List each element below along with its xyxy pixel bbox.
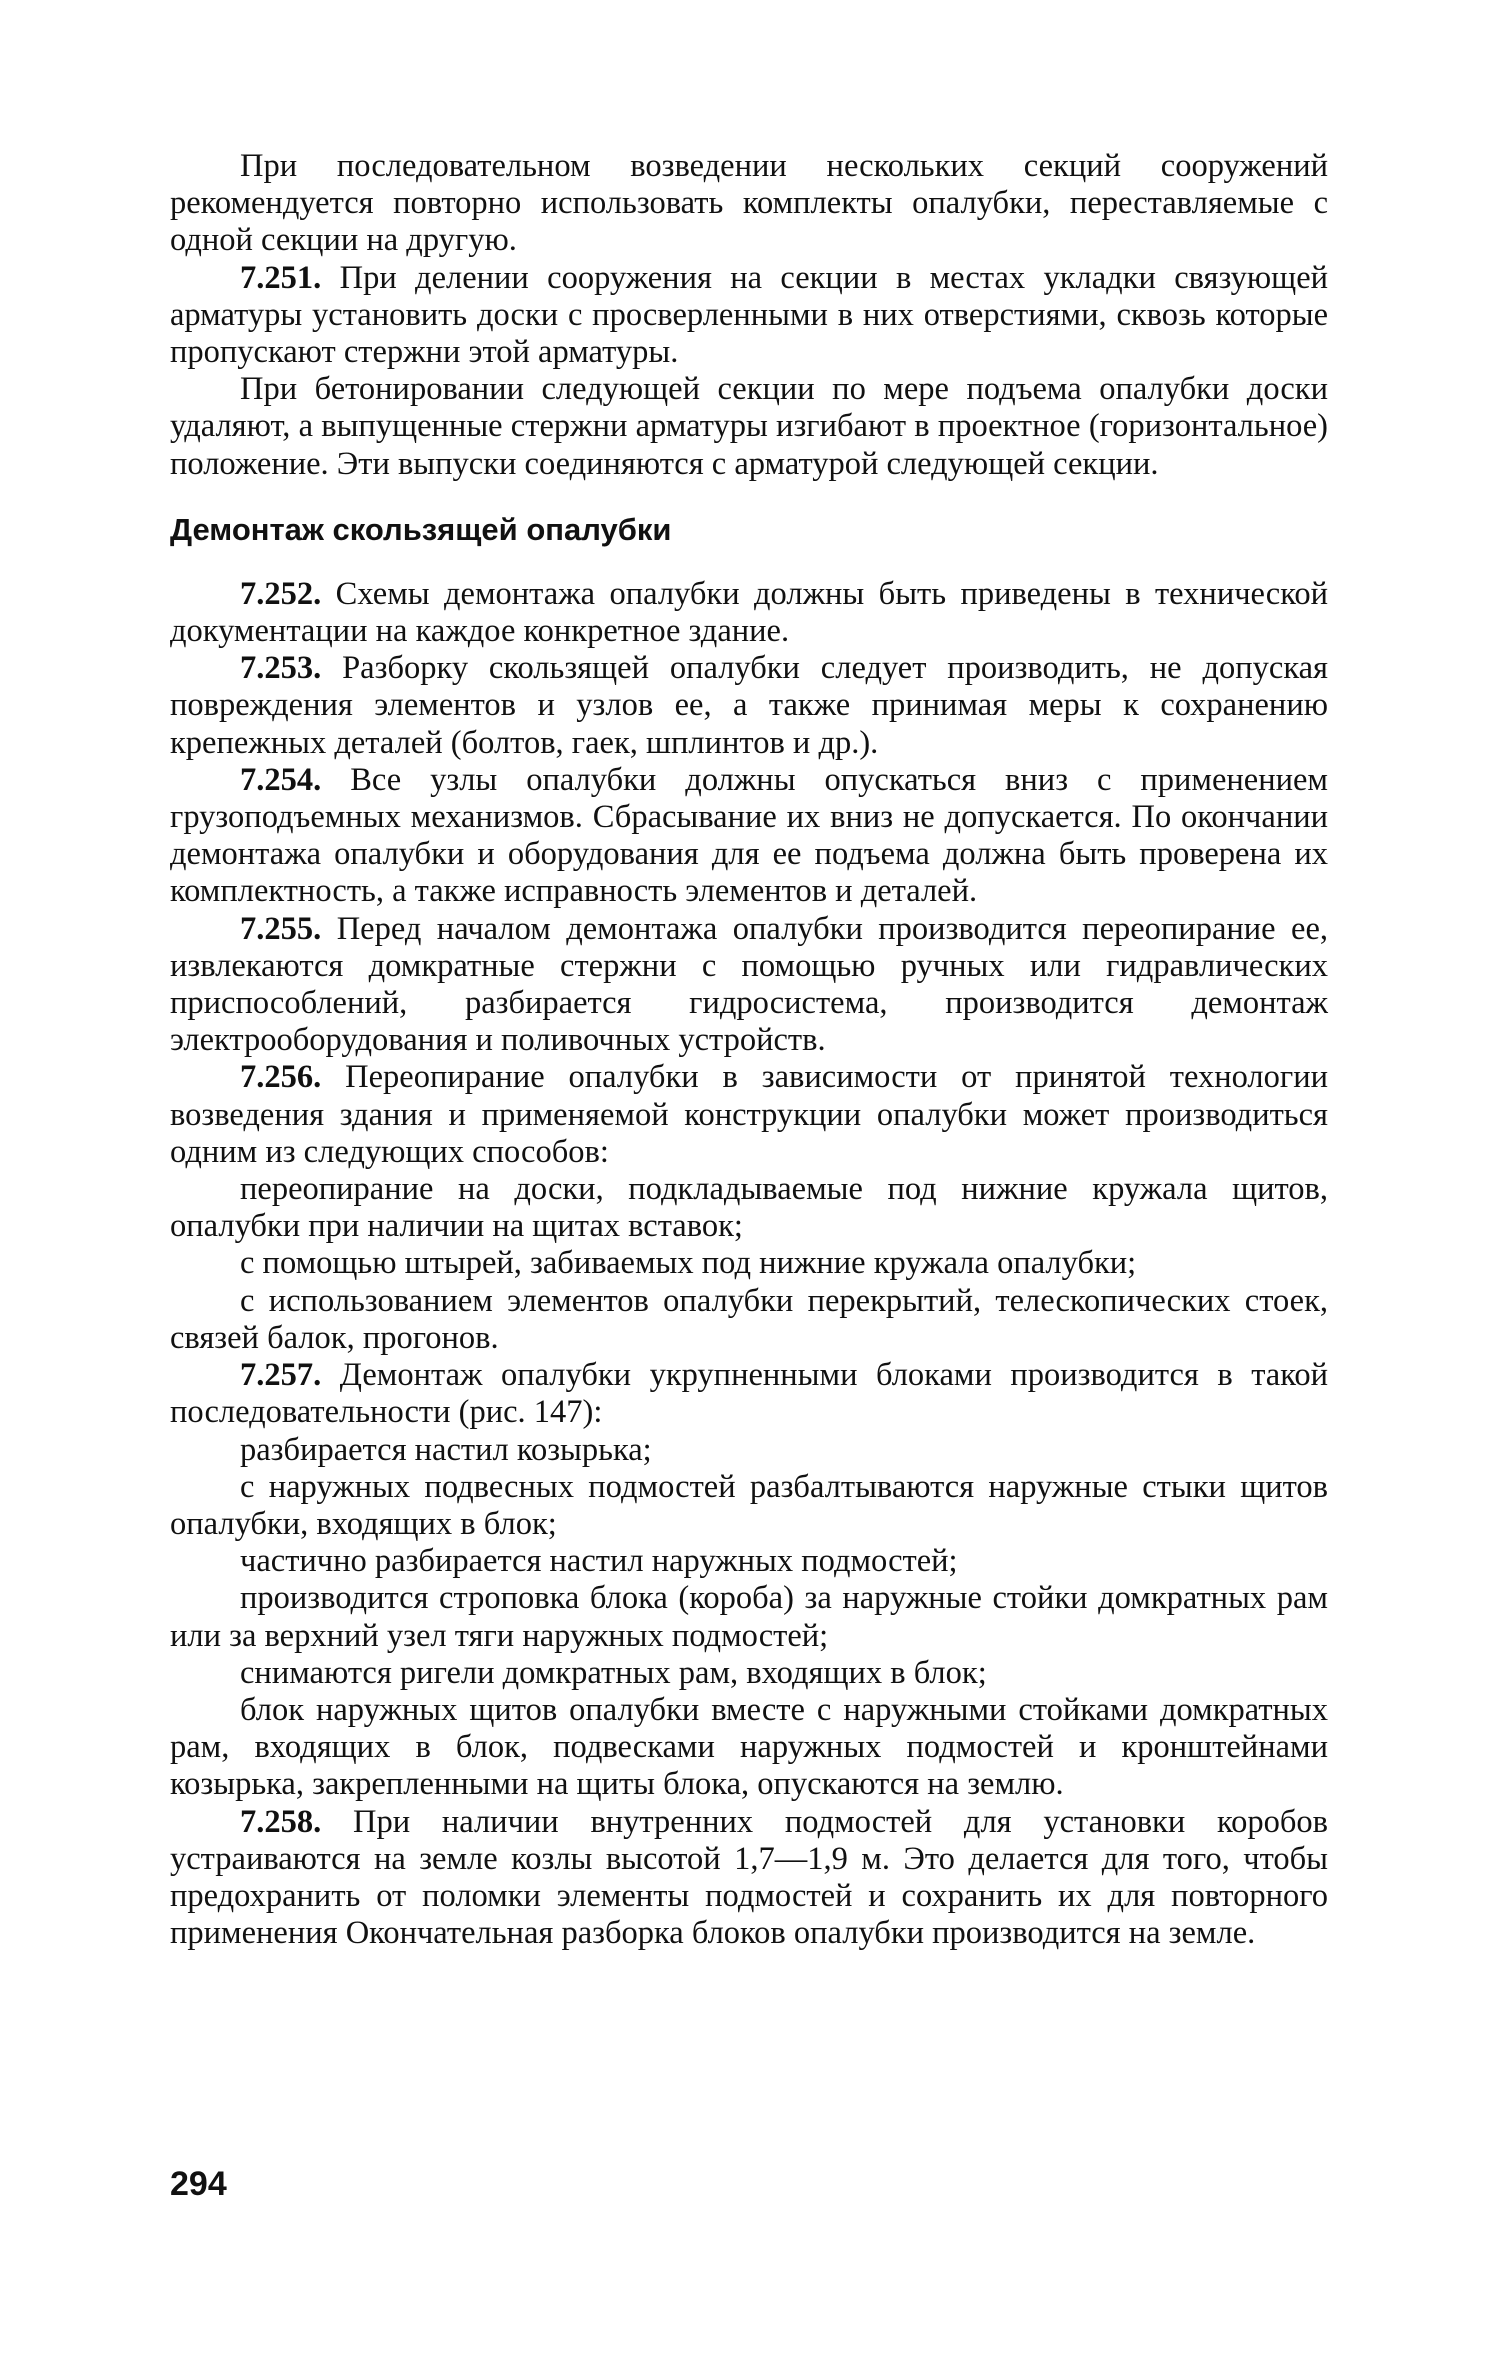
page-body	[170, 148, 1328, 1952]
paragraph-7-255	[170, 911, 1328, 1060]
list-item: производится строповка блока (короба) за наружные стойки домкратных рам или за верхний узел тяги наружных подмостей;	[170, 1580, 1328, 1654]
paragraph-7-258	[170, 1804, 1328, 1953]
clause-text: Перед началом демонтажа опалубки производится переопирание ее, извлекаются домкратные стержни с помощью ручных или гидравлических приспособлений, разбирается гидросистема, производится демонтаж электрооборудования и поливочных устройств.	[170, 910, 1329, 1059]
paragraph-7-251	[170, 260, 1328, 372]
paragraph-7-252	[170, 576, 1328, 650]
clause-text: Переопирание опалубки в зависимости от принятой технологии возведения здания и применяемой конструкции опалубки может производиться одним из следующих способов:	[170, 1059, 1329, 1170]
clause-text: Схемы демонтажа опалубки должны быть приведены в технической документации на каждое конкретное здание.	[170, 575, 1329, 650]
page-number: 294	[170, 2165, 227, 2203]
paragraph-7-256	[170, 1059, 1328, 1171]
clause-text: При делении сооружения на секции в местах укладки связующей арматуры установить доски с просверленными в них отверстиями, сквозь которые пропускают стержни этой арматуры.	[170, 259, 1329, 371]
paragraph-7-257	[170, 1357, 1328, 1431]
paragraph-7-251-continued: При бетонировании следующей секции по мере подъема опалубки доски удаляют, а выпущенные стержни арматуры изгибают в проектное (горизонтальное) положение. Эти выпуски соединяются с арматурой следующей секции.	[170, 371, 1328, 482]
list-item: блок наружных щитов опалубки вместе с наружными стойками домкратных рам, входящих в блок, подвесками наружных подмостей и кронштейнами козырька, закрепленными на щиты блока, опускаются на землю.	[170, 1691, 1328, 1803]
clause-text: Все узлы опалубки должны опускаться вниз с применением грузоподъемных механизмов. Сбрасывание их вниз не допускается. По окончании демонтажа опалубки и оборудования для ее подъема должна быть проверена их комплектность, а также исправность элементов и деталей.	[170, 761, 1328, 910]
paragraph-7-253	[170, 650, 1328, 762]
clause-number: 7.257.	[240, 1357, 322, 1394]
list-item: с помощью штырей, забиваемых под нижние кружала опалубки;	[240, 1245, 1137, 1282]
list-item: снимаются ригели домкратных рам, входящих в блок;	[240, 1654, 987, 1691]
clause-number: 7.258.	[240, 1803, 322, 1840]
clause-number: 7.254.	[240, 761, 322, 798]
paragraph-7-254	[170, 762, 1328, 911]
list-item: разбирается настил козырька;	[240, 1431, 652, 1468]
list-item: частично разбирается настил наружных подмостей;	[240, 1543, 958, 1580]
clause-number: 7.256.	[240, 1059, 322, 1096]
clause-number: 7.252.	[240, 575, 322, 612]
clause-number: 7.255.	[240, 910, 322, 947]
paragraph-intro: При последовательном возведении нескольких секций сооружений рекомендуется повторно использовать комплекты опалубки, переставляемые с одной секции на другую.	[170, 148, 1328, 259]
list-item: с использованием элементов опалубки перекрытий, телескопических стоек, связей балок, прогонов.	[170, 1282, 1328, 1356]
clause-text: Демонтаж опалубки укрупненными блоками производится в такой последовательности (рис. 147):	[170, 1357, 1329, 1431]
list-item: переопирание на доски, подкладываемые под нижние кружала щитов, опалубки при наличии на щитах вставок;	[170, 1171, 1328, 1245]
clause-text: Разборку скользящей опалубки следует производить, не допуская повреждения элементов и узлов ее, а также принимая меры к сохранению крепежных деталей (болтов, гаек, шплинтов и др.).	[170, 650, 1328, 761]
clause-number: 7.253.	[240, 650, 322, 687]
list-item: с наружных подвесных подмостей разбалтываются наружные стыки щитов опалубки, входящих в блок;	[170, 1468, 1328, 1542]
clause-number: 7.251.	[240, 259, 322, 296]
clause-text: При наличии внутренних подмостей для установки коробов устраиваются на земле козлы высотой 1,7—1,9 м. Это делается для того, чтобы предохранить от поломки элементы подмостей и сохранить их для повторного применения Окончательная разборка блоков опалубки производится на земле.	[170, 1803, 1329, 1952]
section-heading: Демонтаж скользящей опалубки	[170, 511, 672, 547]
